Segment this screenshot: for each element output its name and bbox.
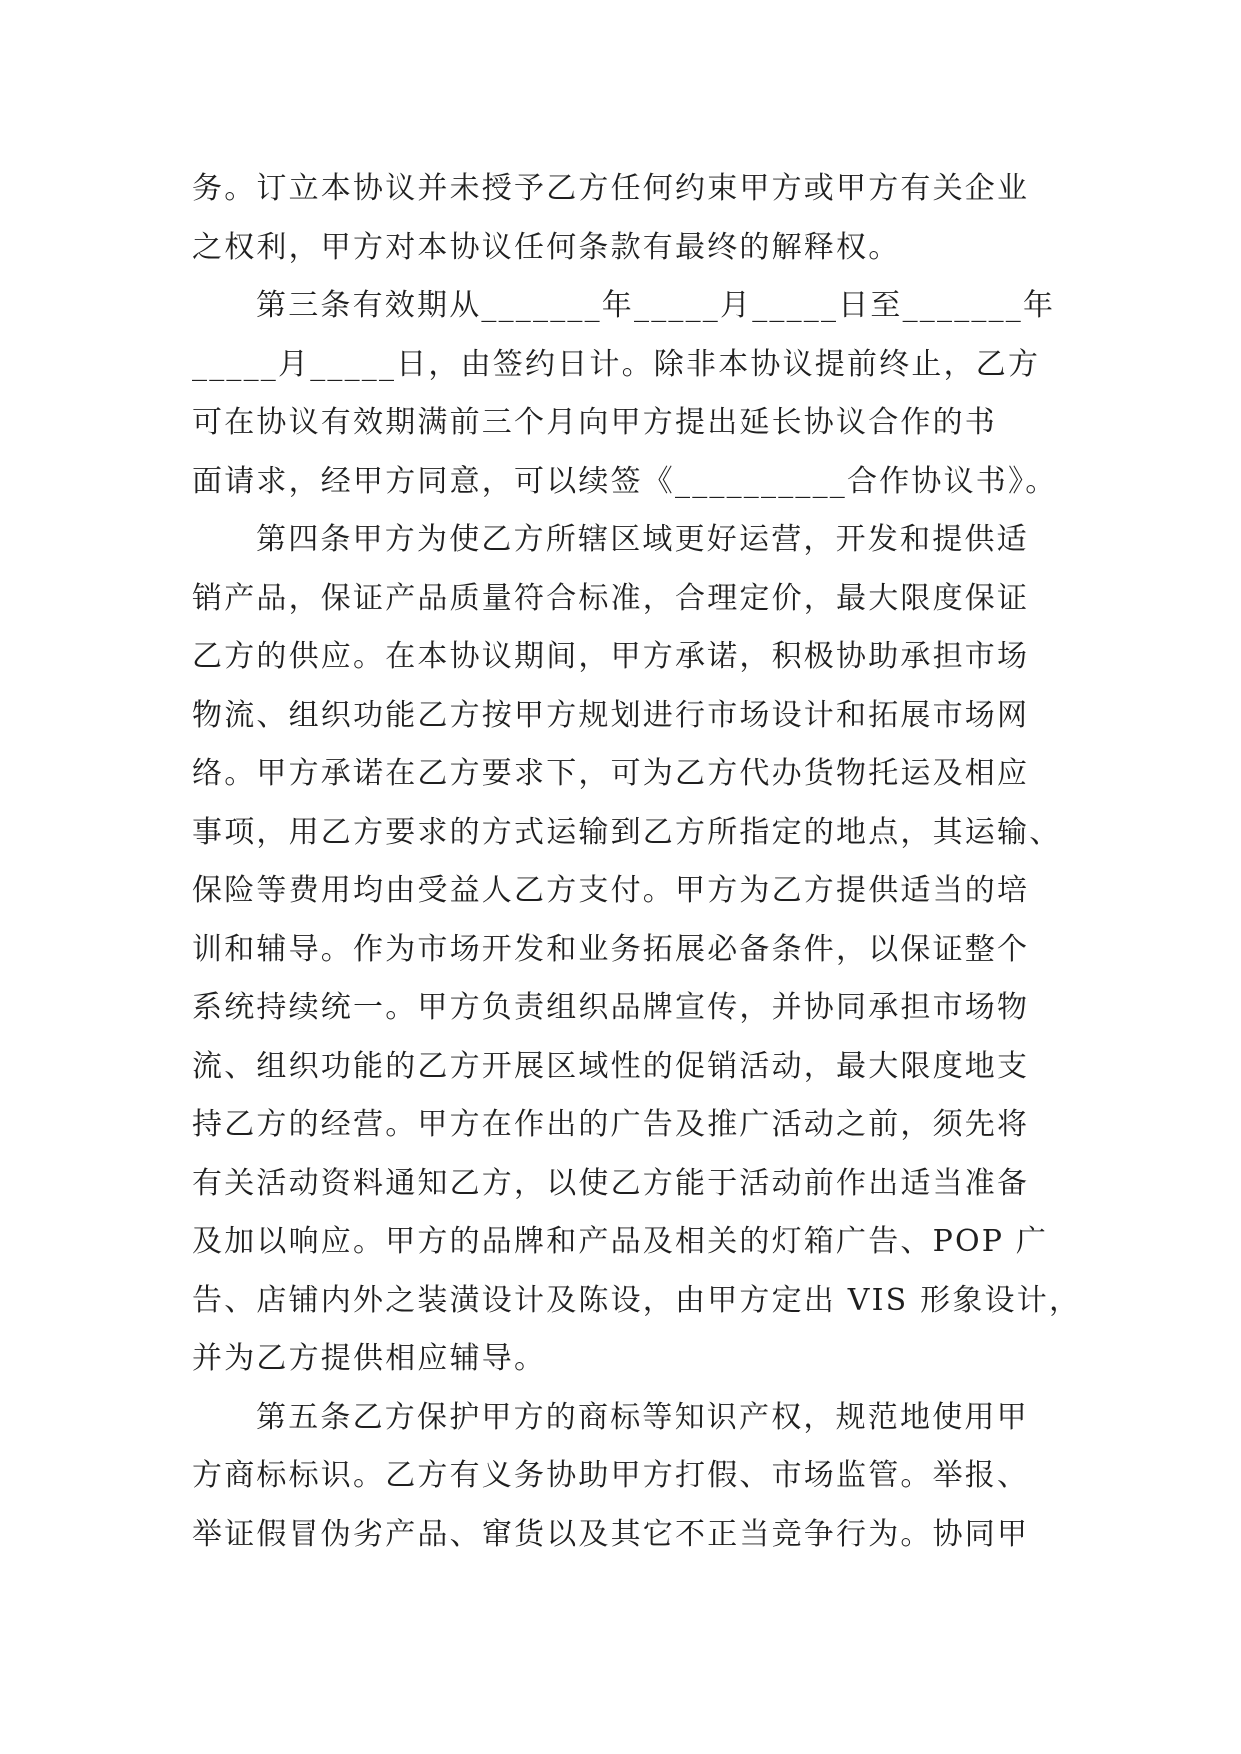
text-line: 系统持续统一。甲方负责组织品牌宣传，并协同承担市场物 bbox=[192, 990, 1030, 1025]
article-5-first-line: 第五条乙方保护甲方的商标等知识产权，规范地使用甲 bbox=[256, 1399, 1029, 1435]
text-line: _____月_____日，由签约日计。除非本协议提前终止，乙方 bbox=[192, 346, 1041, 382]
text-line: 络。甲方承诺在乙方要求下，可为乙方代办货物托运及相应 bbox=[192, 756, 1030, 791]
text-line: 务。订立本协议并未授予乙方任何约束甲方或甲方有关企业 bbox=[192, 171, 1030, 206]
text-line: 并为乙方提供相应辅导。 bbox=[192, 1341, 547, 1376]
article-3-first-line: 第三条有效期从_______年_____月_____日至_______年 bbox=[256, 288, 1056, 323]
text-line: 及加以响应。甲方的品牌和产品及相关的灯箱广告、POP 广 bbox=[192, 1224, 1049, 1259]
text-line: 保险等费用均由受益人乙方支付。甲方为乙方提供适当的培 bbox=[192, 873, 1030, 908]
text-line: 事项，用乙方要求的方式运输到乙方所指定的地点，其运输、 bbox=[192, 814, 1062, 850]
text-line: 方商标标识。乙方有义务协助甲方打假、市场监管。举报、 bbox=[192, 1458, 1030, 1493]
text-line: 之权利，甲方对本协议任何条款有最终的解释权。 bbox=[192, 229, 901, 265]
text-line: 有关活动资料通知乙方，以使乙方能于活动前作出适当准备 bbox=[192, 1165, 1030, 1201]
text-line: 流、组织功能的乙方开展区域性的促销活动，最大限度地支 bbox=[192, 1048, 1030, 1084]
text-line: 面请求，经甲方同意，可以续签《__________合作协议书》。 bbox=[192, 463, 1058, 499]
text-line: 物流、组织功能乙方按甲方规划进行市场设计和拓展市场网 bbox=[192, 697, 1030, 733]
text-line: 训和辅导。作为市场开发和业务拓展必备条件，以保证整个 bbox=[192, 931, 1030, 967]
article-4-first-line: 第四条甲方为使乙方所辖区域更好运营，开发和提供适 bbox=[256, 522, 1029, 557]
text-line: 可在协议有效期满前三个月向甲方提出延长协议合作的书 bbox=[192, 405, 997, 440]
text-line: 告、店铺内外之装潢设计及陈设，由甲方定出 VIS 形象设计， bbox=[192, 1282, 1082, 1318]
text-line: 销产品，保证产品质量符合标准，合理定价，最大限度保证 bbox=[192, 580, 1030, 616]
text-line: 持乙方的经营。甲方在作出的广告及推广活动之前，须先将 bbox=[192, 1107, 1030, 1142]
document-body bbox=[192, 160, 1082, 1564]
text-line: 乙方的供应。在本协议期间，甲方承诺，积极协助承担市场 bbox=[192, 639, 1030, 674]
text-line: 举证假冒伪劣产品、窜货以及其它不正当竞争行为。协同甲 bbox=[192, 1516, 1030, 1552]
